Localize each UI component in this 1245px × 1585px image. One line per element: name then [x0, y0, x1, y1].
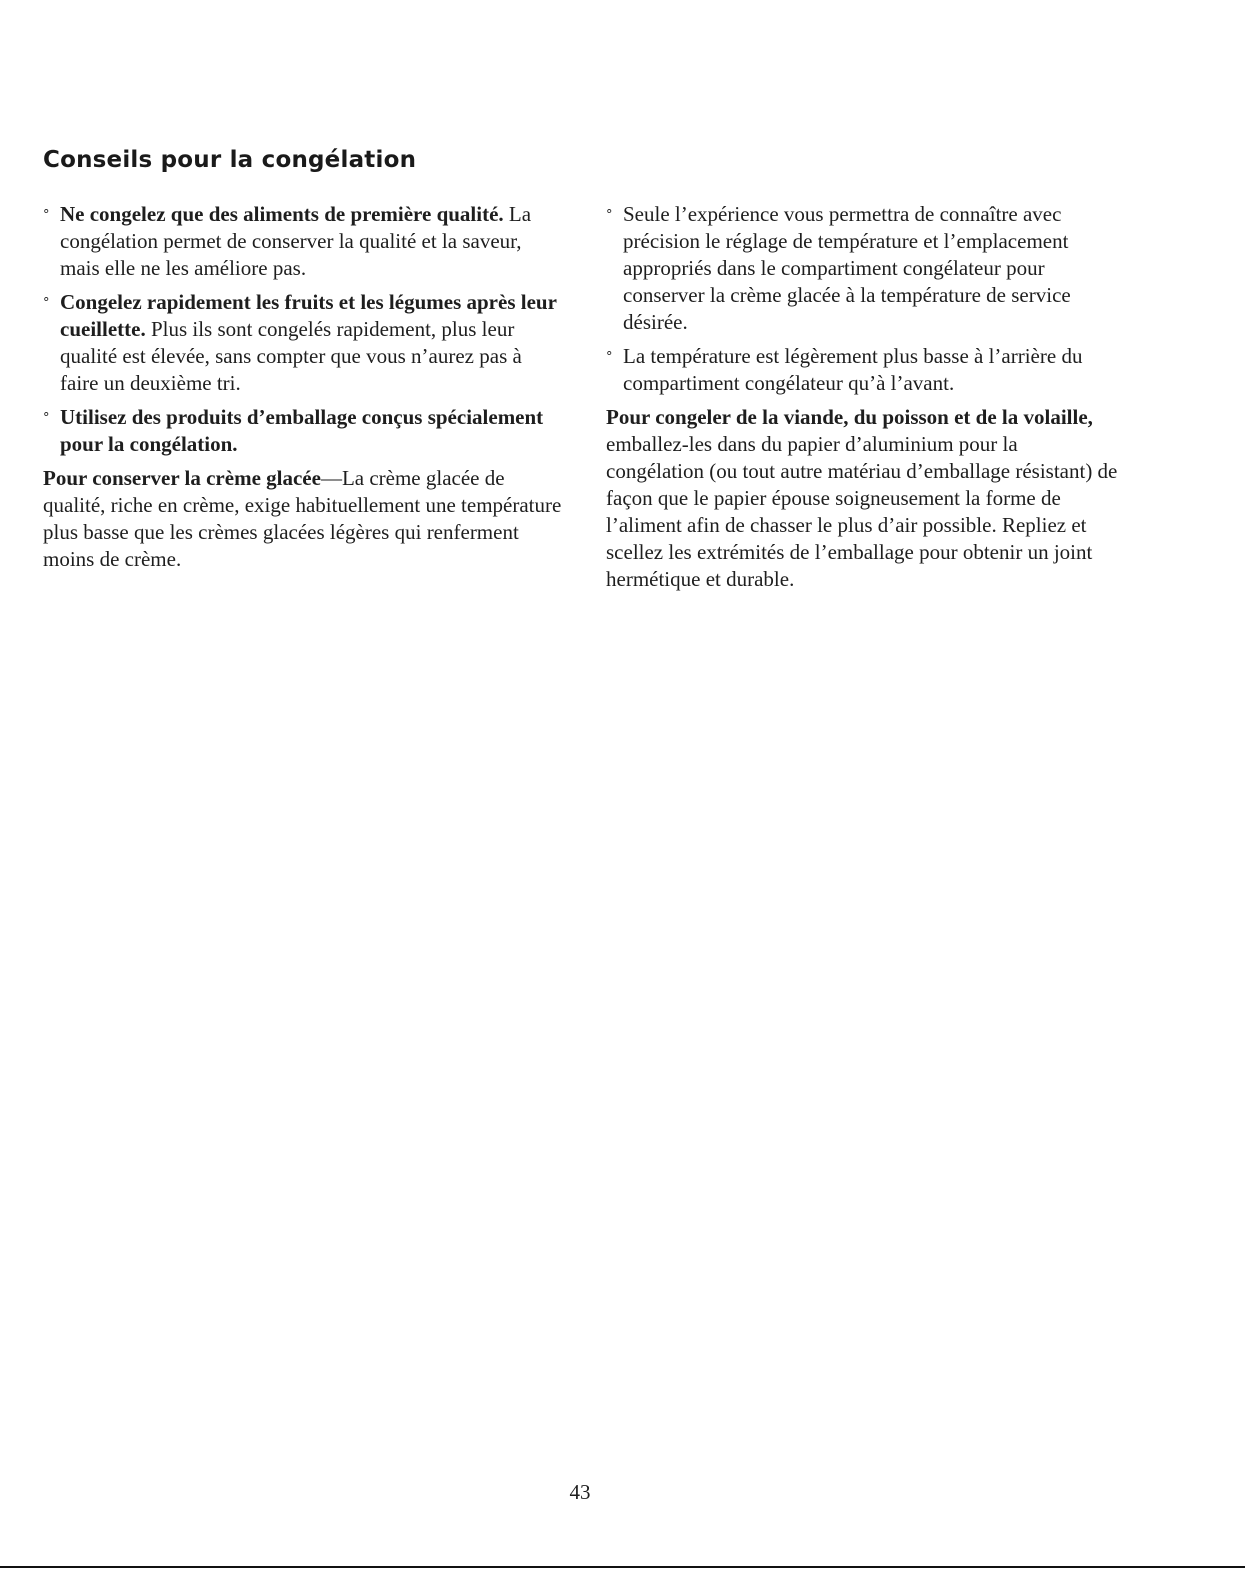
bullet-lead: Utilisez des produits d’emballage conçus spécialement pour la congélation.	[60, 405, 544, 456]
meat-paragraph	[606, 404, 1118, 593]
bullet-item	[43, 404, 563, 458]
right-column	[606, 201, 1118, 600]
bottom-divider	[0, 1566, 1245, 1568]
paragraph-lead: Pour congeler de la viande, du poisson et de la volaille,	[606, 405, 1093, 429]
ice-cream-paragraph	[43, 465, 563, 573]
bullet-icon: °	[606, 350, 613, 365]
bullet-item	[43, 201, 563, 282]
bullet-icon: °	[43, 411, 50, 426]
paragraph-text: emballez-les dans du papier d’aluminium pour la congélation (ou tout autre matériau d’emballage résistant) de façon que le papier épouse soigneusement la forme de l’aliment afin de chasser le plus d’air possible. Repliez et scellez les extrémités de l’emballage pour obtenir un joint hermétique et durable.	[606, 432, 1118, 591]
bullet-icon: °	[43, 296, 50, 311]
page-number: 43	[569, 1480, 591, 1504]
bullet-item	[43, 289, 563, 397]
bullet-text: La température est légèrement plus basse à l’arrière du compartiment congélateur qu’à l’avant.	[623, 344, 1083, 395]
paragraph-text: —La crème glacée de qualité, riche en crème, exige habituellement une température plus basse que les crèmes glacées légères qui renferment moins de crème.	[43, 466, 562, 571]
bullet-icon: °	[606, 208, 613, 223]
bullet-text: Plus ils sont congelés rapidement, plus leur qualité est élevée, sans compter que vous n’aurez pas à faire un deuxième tri.	[60, 317, 522, 395]
bullet-item	[606, 343, 1118, 397]
bullet-lead: Ne congelez que des aliments de première qualité.	[60, 202, 504, 226]
page-heading: Conseils pour la congélation	[43, 147, 417, 173]
paragraph-lead: Pour conserver la crème glacée	[43, 466, 321, 490]
bullet-text: La congélation permet de conserver la qualité et la saveur, mais elle ne les améliore pas.	[60, 202, 532, 280]
bullet-icon: °	[43, 208, 50, 223]
bullet-item	[606, 201, 1118, 336]
left-column	[43, 201, 563, 580]
bullet-lead: Congelez rapidement les fruits et les légumes après leur cueillette.	[60, 290, 557, 341]
bullet-text: Seule l’expérience vous permettra de connaître avec précision le réglage de température et l’emplacement appropriés dans le compartiment congélateur pour conserver la crème glacée à la température de service désirée.	[623, 202, 1071, 334]
